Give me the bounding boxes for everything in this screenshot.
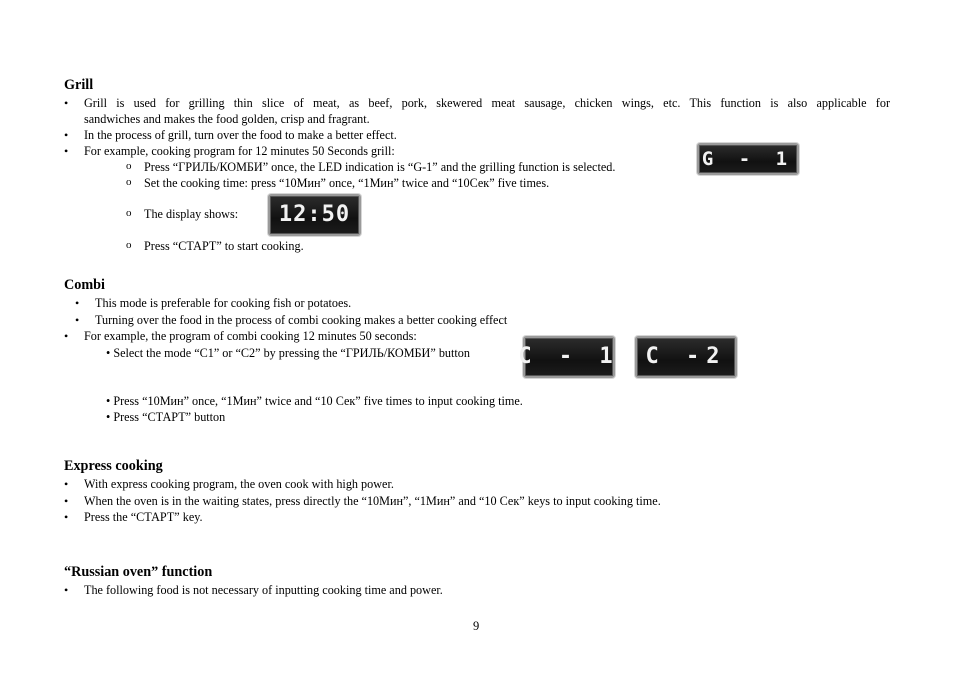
led-display-g1 — [697, 143, 799, 175]
grill-bullet-3: • For example, cooking program for 12 minutes 50 Seconds grill: — [84, 143, 395, 160]
led-display-c1 — [518, 336, 620, 378]
combi-bullet-1: • This mode is preferable for cooking fish or potatoes. — [95, 295, 351, 312]
express-bullet-3: • Press the “СТАРТ” key. — [84, 509, 203, 526]
led-display-c1-text: C - 1 — [518, 343, 620, 369]
grill-step-4: o Press “СТАРТ” to start cooking. — [144, 238, 304, 255]
led-display-c2-text: C -2 — [645, 343, 727, 369]
grill-step-2: o Set the cooking time: press “10Мин” once, “1Мин” twice and “10Сек” five times. — [144, 175, 549, 192]
grill-bullet-2: • In the process of grill, turn over the food to make a better effect. — [84, 127, 397, 144]
page-number: 9 — [473, 619, 480, 633]
led-display-c2 — [635, 336, 737, 378]
combi-heading: Combi — [64, 277, 105, 293]
combi-step-2: • Press “10Мин” once, “1Мин” twice and “10 Сек” five times to input cooking time. — [106, 394, 523, 408]
led-display-time — [268, 194, 361, 236]
russian-oven-bullet-1: • The following food is not necessary of inputting cooking time and power. — [84, 582, 443, 599]
russian-oven-heading: “Russian oven” function — [64, 564, 213, 580]
led-display-g1-text: G - 1 — [701, 147, 795, 170]
express-bullet-2: • When the oven is in the waiting states, press directly the “10Мин”, “1Мин” and “10 Сек” keys to input cooking time. — [84, 493, 661, 510]
led-display-time-text: 12:50 — [278, 201, 351, 227]
grill-step-1: o Press “ГРИЛЬ/КОМБИ” once, the LED indication is “G-1” and the grilling function is selected. — [144, 159, 615, 176]
grill-bullet-1-line-2: sandwiches and makes the food golden, crisp and fragrant. — [84, 112, 370, 126]
grill-step-3: o The display shows: — [144, 206, 238, 223]
grill-heading: Grill — [64, 77, 94, 93]
combi-step-3: • Press “СТАРТ” button — [106, 410, 226, 424]
express-bullet-1: • With express cooking program, the oven cook with high power. — [84, 476, 394, 493]
combi-bullet-2: • Turning over the food in the process of combi cooking makes a better cooking effect — [95, 312, 507, 329]
combi-bullet-3: • For example, the program of combi cooking 12 minutes 50 seconds: — [84, 328, 417, 345]
express-heading: Express cooking — [64, 458, 163, 474]
grill-bullet-1-line-1: • Grill is used for grilling thin slice of meat, as beef, pork, skewered meat sausage, chicken wings, etc. This function is also applicable for — [84, 95, 890, 112]
combi-step-1: • Select the mode “C1” or “C2” by pressing the “ГРИЛЬ/КОМБИ” button — [106, 346, 470, 360]
